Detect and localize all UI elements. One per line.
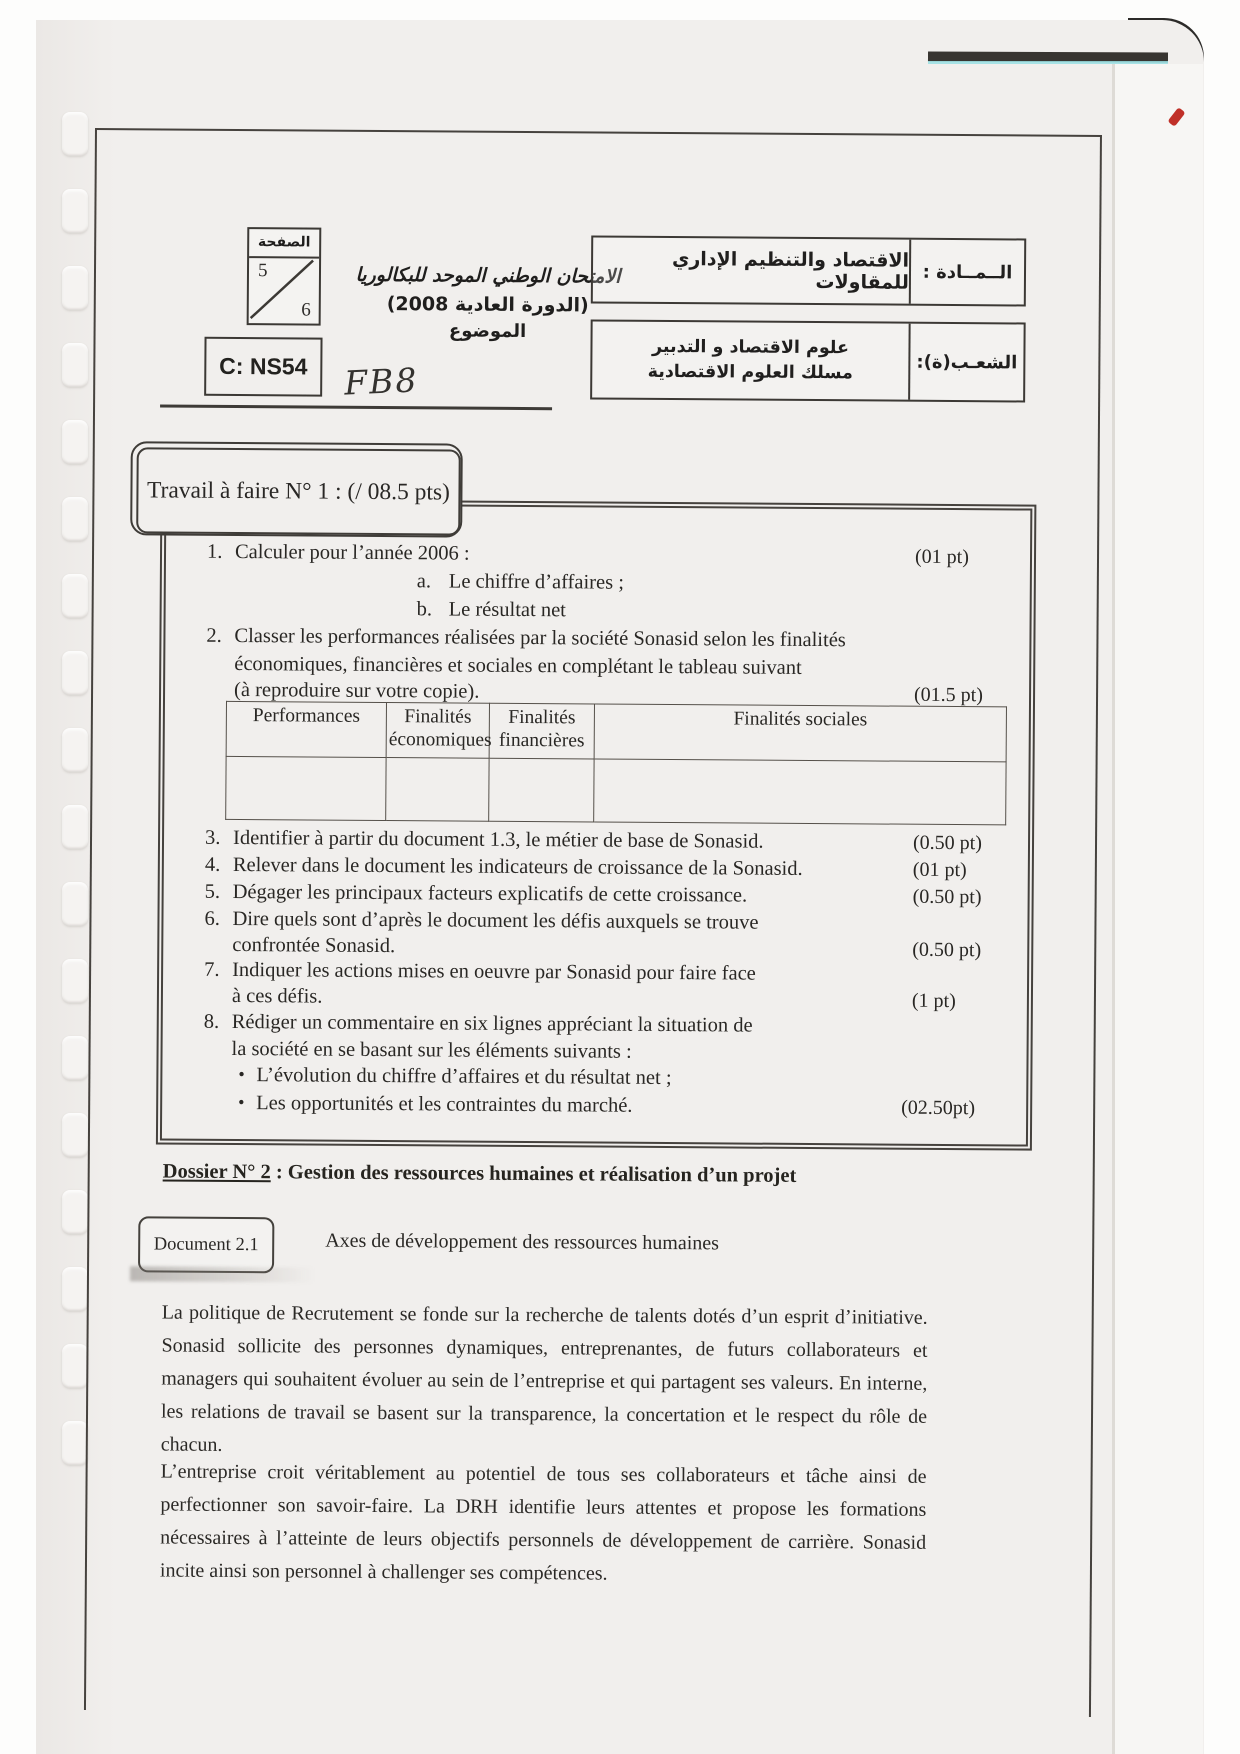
item-number: 1. bbox=[206, 540, 223, 563]
task-item-7-line2 bbox=[232, 985, 323, 1009]
points-item-6: (0.50 pt) bbox=[912, 938, 982, 962]
points-item-2: (01.5 pt) bbox=[913, 683, 984, 707]
document-2-1-title: Axes de développement des ressources humaines bbox=[325, 1229, 720, 1255]
branch-value-line1: علوم الاقتصاد و التدبير bbox=[651, 336, 850, 358]
performances-table bbox=[225, 701, 1007, 825]
task-item-8-line2 bbox=[231, 1038, 631, 1064]
points-item-5: (0.50 pt) bbox=[912, 885, 982, 909]
task-item-3 bbox=[205, 827, 764, 854]
subject-row bbox=[591, 235, 1026, 306]
exam-subject-word: الموضوع bbox=[448, 320, 527, 343]
bullet-text: Les opportunités et les contraintes du marché. bbox=[256, 1092, 633, 1117]
item-text: Identifier à partir du document 1.3, le métier de base de Sonasid. bbox=[232, 826, 764, 853]
table-empty-cell bbox=[226, 756, 386, 820]
bullet-icon bbox=[238, 1092, 256, 1113]
item-text: Dégager les principaux facteurs explicatifs de cette croissance. bbox=[232, 880, 748, 907]
exam-code-box: C: NS54 bbox=[204, 337, 322, 397]
points-item-8: (02.50pt) bbox=[901, 1096, 976, 1120]
item-number: 3. bbox=[204, 826, 221, 849]
task-item-2 bbox=[206, 625, 846, 652]
exam-session: (الدورة العادية 2008) bbox=[386, 293, 589, 317]
table-empty-cell bbox=[386, 758, 489, 822]
points-item-1: (01 pt) bbox=[914, 545, 969, 569]
item-number: 7. bbox=[204, 958, 220, 981]
points-item-4: (01 pt) bbox=[912, 858, 967, 882]
item-number: 6. bbox=[204, 907, 220, 930]
page-total: 6 bbox=[301, 299, 311, 321]
dossier-2-label: Dossier N° 2 bbox=[162, 1160, 271, 1184]
subject-label: الــمــادة : bbox=[909, 240, 1024, 305]
task-item-8 bbox=[204, 1011, 753, 1038]
dossier-2-heading bbox=[163, 1160, 797, 1187]
points-item-7: (1 pt) bbox=[911, 989, 956, 1013]
table-header-performances: Performances bbox=[226, 701, 386, 757]
task-item-2-line3 bbox=[234, 679, 479, 704]
table-empty-cell bbox=[594, 759, 1006, 825]
table-empty-cell bbox=[489, 758, 594, 822]
dossier-2-title: : Gestion des ressources humaines et réalisation d’un projet bbox=[270, 1161, 797, 1187]
item-text: Le chiffre d’affaires ; bbox=[448, 570, 625, 594]
bullet-item-2 bbox=[238, 1092, 632, 1118]
item-number: b. bbox=[416, 598, 433, 621]
task-item-2-line2 bbox=[234, 653, 802, 680]
item-text: Rédiger un commentaire en six lignes appréciant la situation de bbox=[231, 1010, 753, 1037]
task-item-1b bbox=[417, 598, 566, 622]
item-number: 5. bbox=[204, 880, 221, 903]
travail-title: Travail à faire N° 1 : (/ 08.5 pts) bbox=[136, 447, 461, 535]
item-text: Calculer pour l’année 2006 : bbox=[234, 540, 470, 565]
table-header-finalites-economiques: Finalités économiques bbox=[386, 703, 489, 759]
item-text: confrontée Sonasid. bbox=[232, 933, 396, 958]
item-text: la société en se basant sur les éléments suivants : bbox=[231, 1037, 632, 1063]
page-fraction bbox=[249, 258, 319, 322]
item-number: 2. bbox=[206, 624, 222, 647]
item-text: Indiquer les actions mises en oeuvre par Sonasid pour faire face bbox=[232, 958, 756, 985]
task-item-4 bbox=[205, 854, 803, 881]
branch-label: الشعـب(ة): bbox=[908, 324, 1024, 401]
task-item-1a bbox=[417, 570, 624, 594]
task-item-5 bbox=[205, 881, 748, 908]
travail-title-box bbox=[130, 441, 463, 537]
document-paragraph-1: La politique de Recrutement se fonde sur la recherche de talents dotés d’un esprit d’initiative. Sonasid sollicite des personnes dynamiques, entreprenantes, de futurs collaborateurs et managers qui souhaitent évoluer au sein de l’entreprise et qui partagent ses valeurs. En interne, les relations de travail se basent sur la transparence, la concertation et le respect du rôle de chacun. bbox=[160, 1301, 928, 1456]
points-item-3: (0.50 pt) bbox=[912, 831, 982, 855]
document-2-1-box: Document 2.1 bbox=[138, 1216, 274, 1273]
item-text: Le résultat net bbox=[448, 598, 566, 622]
branch-value-line2: مسلك العلوم الاقتصادية bbox=[647, 361, 854, 384]
page-current: 5 bbox=[257, 260, 268, 282]
bullet-icon bbox=[238, 1064, 256, 1085]
item-text: à ces défis. bbox=[231, 984, 323, 1008]
item-number: 4. bbox=[204, 853, 221, 876]
bullet-text: L’évolution du chiffre d’affaires et du résultat net ; bbox=[256, 1064, 672, 1090]
handwritten-note: FB8 bbox=[343, 360, 420, 403]
item-text: économiques, financières et sociales en complétant le tableau suivant bbox=[234, 652, 802, 679]
page-number-box bbox=[247, 227, 322, 326]
bullet-item-1 bbox=[238, 1064, 671, 1090]
branch-row bbox=[590, 319, 1026, 402]
item-text: (à reproduire sur votre copie). bbox=[234, 678, 480, 703]
item-text: Relever dans le document les indicateurs de croissance de la Sonasid. bbox=[232, 853, 803, 880]
task-item-6-line2 bbox=[232, 934, 395, 958]
table-header-finalites-financieres: Finalités financières bbox=[489, 703, 594, 759]
task-item-1 bbox=[207, 541, 470, 566]
item-number: a. bbox=[416, 570, 432, 593]
branch-value bbox=[592, 321, 909, 399]
exam-title: الامتحان الوطني الموحد للبكالوريا bbox=[355, 263, 621, 288]
document-paragraph-2: L’entreprise croit véritablement au potentiel de tous ses collaborateurs et tâche ainsi de perfectionner son savoir-faire. La DRH identifie leurs attentes et propose les formations nécessaires à l’atteinte de leurs objectifs personnels de développement de carrière. Sonasid incite ainsi son personnel à challenger ses compétences. bbox=[159, 1460, 927, 1585]
page-label: الصفحة bbox=[249, 229, 319, 258]
table-header-finalites-sociales: Finalités sociales bbox=[594, 704, 1006, 762]
item-text: Dire quels sont d’après le document les défis auxquels se trouve bbox=[232, 907, 759, 934]
item-number: 8. bbox=[203, 1010, 220, 1033]
scan-smudge bbox=[130, 1266, 315, 1282]
task-item-6 bbox=[204, 908, 758, 935]
item-text: Classer les performances réalisées par la société Sonasid selon les finalités bbox=[234, 624, 846, 652]
subject-value: الاقتصاد والتنظيم الإداري للمقاولات bbox=[671, 248, 910, 294]
task-item-7 bbox=[204, 959, 756, 986]
